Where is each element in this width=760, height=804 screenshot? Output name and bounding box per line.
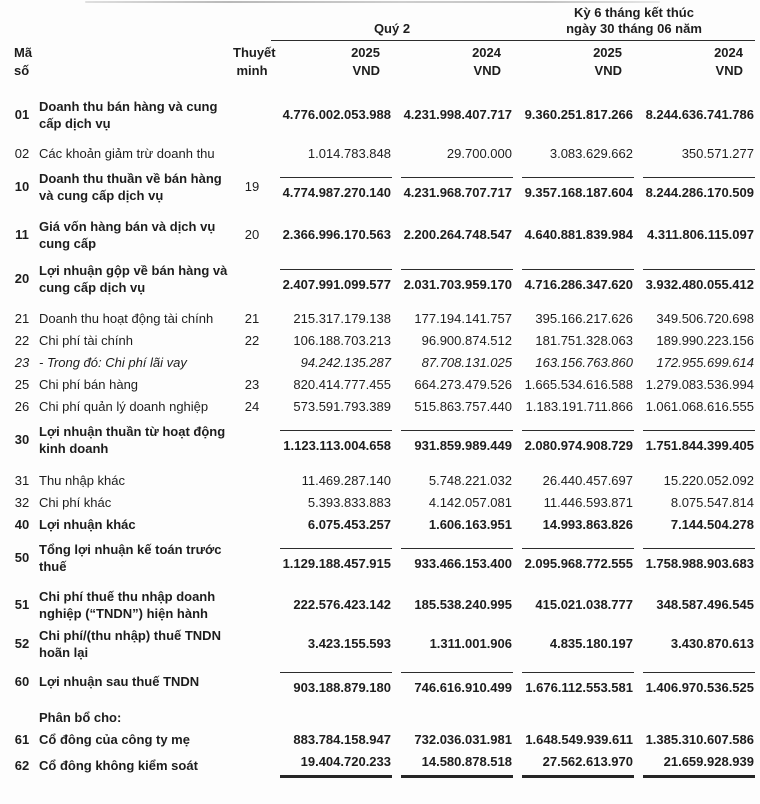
row-value-6m-2024: 350.571.277 [681, 145, 754, 161]
row-value-6m-2025: 1.676.112.553.581 [522, 672, 634, 696]
row-value-6m-2025: 4.640.881.839.984 [524, 227, 633, 242]
row-value-q2-2025: 2.366.996.170.563 [282, 227, 391, 242]
row-value-6m-2025: 2.095.968.772.555 [522, 548, 634, 572]
row-code: 50 [14, 550, 30, 565]
row-value-6m-2025: 9.357.168.187.604 [522, 177, 634, 201]
row-code: 61 [14, 731, 30, 747]
row-value-q2-2025: 1.123.113.004.658 [280, 430, 392, 454]
row-value-q2-2024: 29.700.000 [446, 145, 512, 161]
table-row [5, 624, 755, 663]
row-value-q2-2025: 903.188.879.180 [280, 672, 392, 696]
row-value-q2-2024: 1.311.001.906 [429, 636, 512, 651]
row-value-q2-2024: 664.273.479.526 [414, 376, 512, 392]
row-value-6m-2024: 8.244.286.170.509 [643, 177, 755, 201]
row-label: Lợi nhuận gộp về bán hàng và cung cấp dịch vụ [39, 262, 228, 295]
row-value-6m-2025: 181.751.328.063 [535, 332, 633, 348]
row-value-q2-2024: 515.863.757.440 [414, 398, 512, 414]
table-row [5, 750, 755, 780]
year-header-6m-2024: 2024 [714, 45, 743, 60]
row-code: 30 [14, 432, 30, 447]
row-code: 21 [14, 310, 30, 326]
row-code: 11 [15, 227, 29, 242]
table-row [5, 706, 755, 728]
row-value-6m-2025: 4.835.180.197 [549, 636, 633, 651]
row-value-6m-2024: 8.244.636.741.786 [645, 107, 754, 122]
row-code: 10 [14, 179, 30, 194]
row-label: Doanh thu thuần về bán hàng và cung cấp dịch vụ [39, 170, 222, 203]
row-value-6m-2024: 1.758.988.903.683 [643, 548, 755, 572]
row-note: 22 [244, 332, 260, 348]
row-label: Giá vốn hàng bán và dịch vụ cung cấp [39, 218, 216, 251]
year-header-q2-2024: 2024 [472, 45, 501, 60]
row-code: 62 [14, 757, 30, 773]
row-value-6m-2024: 172.955.699.614 [656, 354, 754, 370]
row-label: Chi phí khác [39, 494, 112, 510]
row-code: 22 [14, 332, 30, 348]
table-row [5, 351, 755, 373]
table-row [5, 95, 755, 134]
row-value-q2-2024: 4.231.968.707.717 [401, 177, 513, 201]
row-note: 24 [244, 398, 260, 414]
row-value-q2-2025: 215.317.179.138 [293, 310, 391, 326]
row-note: 23 [244, 376, 260, 392]
row-label: Thu nhập khác [39, 472, 126, 488]
row-value-q2-2025: 222.576.423.142 [293, 597, 391, 612]
table-row [5, 373, 755, 395]
row-label: Chi phí tài chính [39, 332, 133, 348]
note-header-line2: minh [236, 63, 268, 78]
table-row [5, 665, 755, 698]
row-value-q2-2025: 4.774.987.270.140 [280, 177, 392, 201]
row-value-6m-2025: 163.156.763.860 [535, 354, 633, 370]
row-label: Cổ đông không kiểm soát [39, 757, 198, 773]
row-code: 52 [14, 636, 30, 651]
row-value-6m-2024: 3.430.870.613 [670, 636, 754, 651]
table-row [5, 585, 755, 624]
table-row [5, 395, 755, 417]
code-header-line1: Mã [14, 45, 33, 60]
row-value-q2-2024: 96.900.874.512 [421, 332, 512, 348]
row-label: Các khoản giảm trừ doanh thu [39, 145, 215, 161]
row-code: 25 [14, 376, 30, 392]
row-value-6m-2024: 4.311.806.115.097 [646, 227, 754, 242]
row-value-q2-2025: 1.014.783.848 [307, 145, 391, 161]
row-value-q2-2024: 2.200.264.748.547 [403, 227, 512, 242]
scan-artifact-line [85, 1, 660, 3]
row-value-q2-2024: 732.036.031.981 [414, 731, 512, 747]
row-code: 40 [14, 516, 30, 532]
table-row [5, 728, 755, 750]
row-value-q2-2024: 4.231.998.407.717 [403, 107, 512, 122]
row-code: 26 [14, 398, 30, 414]
row-value-q2-2025: 19.404.720.233 [280, 753, 392, 778]
row-value-6m-2024: 1.061.068.616.555 [645, 398, 754, 414]
table-row [5, 167, 755, 206]
row-value-6m-2025: 1.648.549.939.611 [525, 731, 633, 747]
row-value-6m-2024: 1.406.970.536.525 [643, 672, 755, 696]
row-value-6m-2024: 189.990.223.156 [656, 332, 754, 348]
row-value-6m-2025: 1.183.191.711.866 [525, 398, 633, 414]
row-value-6m-2025: 27.562.613.970 [522, 753, 634, 778]
table-row [5, 215, 755, 254]
column-group-six-months-line2: ngày 30 tháng 06 năm [566, 21, 702, 36]
row-value-q2-2025: 106.188.703.213 [293, 332, 391, 348]
row-value-6m-2025: 4.716.286.347.620 [522, 269, 634, 293]
row-value-6m-2024: 15.220.052.092 [663, 472, 754, 488]
row-value-q2-2025: 5.393.833.883 [307, 494, 391, 510]
row-value-q2-2024: 2.031.703.959.170 [401, 269, 513, 293]
column-group-row [5, 5, 755, 41]
row-note: 19 [244, 179, 260, 194]
row-value-6m-2024: 21.659.928.939 [643, 753, 755, 778]
row-value-q2-2024: 87.708.131.025 [421, 354, 512, 370]
row-value-q2-2025: 94.242.135.287 [300, 354, 391, 370]
row-value-q2-2024: 933.466.153.400 [401, 548, 513, 572]
row-label: Doanh thu bán hàng và cung cấp dịch vụ [39, 98, 218, 131]
row-label: Chi phí/(thu nhập) thuế TNDN hoãn lại [39, 627, 221, 660]
row-code: 51 [14, 597, 30, 612]
table-row [5, 142, 755, 164]
currency-header-q2-2024: VND [473, 63, 501, 78]
row-label: Chi phí quản lý doanh nghiệp [39, 398, 209, 414]
row-code: 60 [14, 674, 30, 689]
row-value-6m-2025: 3.083.629.662 [549, 145, 633, 161]
row-value-6m-2025: 11.446.593.871 [543, 494, 633, 510]
row-code: 02 [14, 145, 30, 161]
code-header-line2: số [14, 63, 30, 78]
row-label: Phân bổ cho: [39, 709, 122, 725]
row-value-6m-2024: 348.587.496.545 [656, 597, 754, 612]
row-value-q2-2024: 185.538.240.995 [414, 597, 512, 612]
row-label: Tổng lợi nhuận kế toán trước thuế [39, 541, 222, 574]
row-value-6m-2025: 14.993.863.826 [542, 516, 633, 532]
note-header-line1: Thuyết [233, 45, 276, 60]
row-label: Chi phí bán hàng [39, 376, 139, 392]
column-group-quarter2 [271, 21, 513, 41]
row-value-q2-2024: 746.616.910.499 [401, 672, 513, 696]
row-note: 21 [244, 310, 260, 326]
row-value-q2-2024: 4.142.057.081 [428, 494, 512, 510]
year-header-6m-2025: 2025 [593, 45, 622, 60]
table-row [5, 307, 755, 329]
row-value-6m-2025: 1.665.534.616.588 [524, 376, 633, 392]
row-value-6m-2024: 1.279.083.536.994 [645, 376, 754, 392]
row-label: Lợi nhuận thuần từ hoạt động kinh doanh [39, 423, 226, 456]
row-value-6m-2025: 9.360.251.817.266 [524, 107, 633, 122]
row-value-6m-2024: 8.075.547.814 [670, 494, 754, 510]
row-value-6m-2025: 415.021.038.777 [535, 597, 633, 612]
currency-header-q2-2025: VND [352, 63, 380, 78]
row-note: 20 [244, 227, 260, 242]
table-row [5, 538, 755, 577]
row-value-q2-2025: 3.423.155.593 [307, 636, 391, 651]
row-value-6m-2024: 1.751.844.399.405 [643, 430, 755, 454]
row-label: Cổ đông của công ty mẹ [39, 731, 190, 747]
row-label: Chi phí thuế thu nhập doanh nghiệp (“TNDN”) hiện hành [39, 588, 216, 621]
row-value-q2-2025: 4.776.002.053.988 [282, 107, 391, 122]
year-header-q2-2025: 2025 [351, 45, 380, 60]
table-row [5, 491, 755, 513]
column-group-six-months [513, 5, 755, 41]
row-code: 23 [14, 354, 30, 370]
currency-header-6m-2024: VND [715, 63, 743, 78]
row-label: - Trong đó: Chi phí lãi vay [39, 354, 187, 370]
row-value-6m-2025: 26.440.457.697 [542, 472, 633, 488]
row-label: Lợi nhuận sau thuế TNDN [39, 674, 200, 689]
row-value-6m-2024: 1.385.310.607.586 [645, 731, 754, 747]
table-row [5, 329, 755, 351]
row-code: 20 [14, 271, 30, 286]
row-value-q2-2024: 931.859.989.449 [401, 430, 513, 454]
column-group-quarter2-label: Quý 2 [373, 21, 411, 36]
table-row [5, 513, 755, 535]
row-value-6m-2024: 349.506.720.698 [656, 310, 754, 326]
row-label: Doanh thu hoạt động tài chính [39, 310, 214, 326]
row-value-q2-2025: 820.414.777.455 [293, 376, 391, 392]
row-label: Lợi nhuận khác [39, 516, 136, 532]
row-value-q2-2024: 1.606.163.951 [428, 516, 512, 532]
row-value-6m-2025: 395.166.217.626 [535, 310, 633, 326]
row-value-q2-2024: 14.580.878.518 [401, 753, 513, 778]
row-value-q2-2025: 573.591.793.389 [293, 398, 391, 414]
currency-header-row [5, 62, 755, 80]
row-value-6m-2024: 3.932.480.055.412 [643, 269, 755, 293]
row-value-6m-2024: 7.144.504.278 [670, 516, 754, 532]
row-value-q2-2025: 2.407.991.099.577 [280, 269, 392, 293]
row-value-q2-2024: 177.194.141.757 [414, 310, 512, 326]
table-header [0, 0, 760, 80]
column-group-six-months-line1: Kỳ 6 tháng kết thúc [574, 5, 694, 20]
table-body [0, 95, 760, 780]
row-value-q2-2025: 1.129.188.457.915 [280, 548, 392, 572]
row-code: 01 [14, 107, 30, 122]
table-row [5, 420, 755, 459]
row-value-q2-2025: 11.469.287.140 [301, 472, 391, 488]
year-header-row [5, 44, 755, 62]
row-value-q2-2025: 6.075.453.257 [307, 516, 391, 532]
row-value-q2-2025: 883.784.158.947 [293, 731, 391, 747]
table-row [5, 469, 755, 491]
currency-header-6m-2025: VND [594, 63, 622, 78]
row-value-6m-2025: 2.080.974.908.729 [522, 430, 634, 454]
row-code: 32 [14, 494, 30, 510]
row-code: 31 [14, 472, 30, 488]
row-value-q2-2024: 5.748.221.032 [428, 472, 512, 488]
table-row [5, 259, 755, 298]
